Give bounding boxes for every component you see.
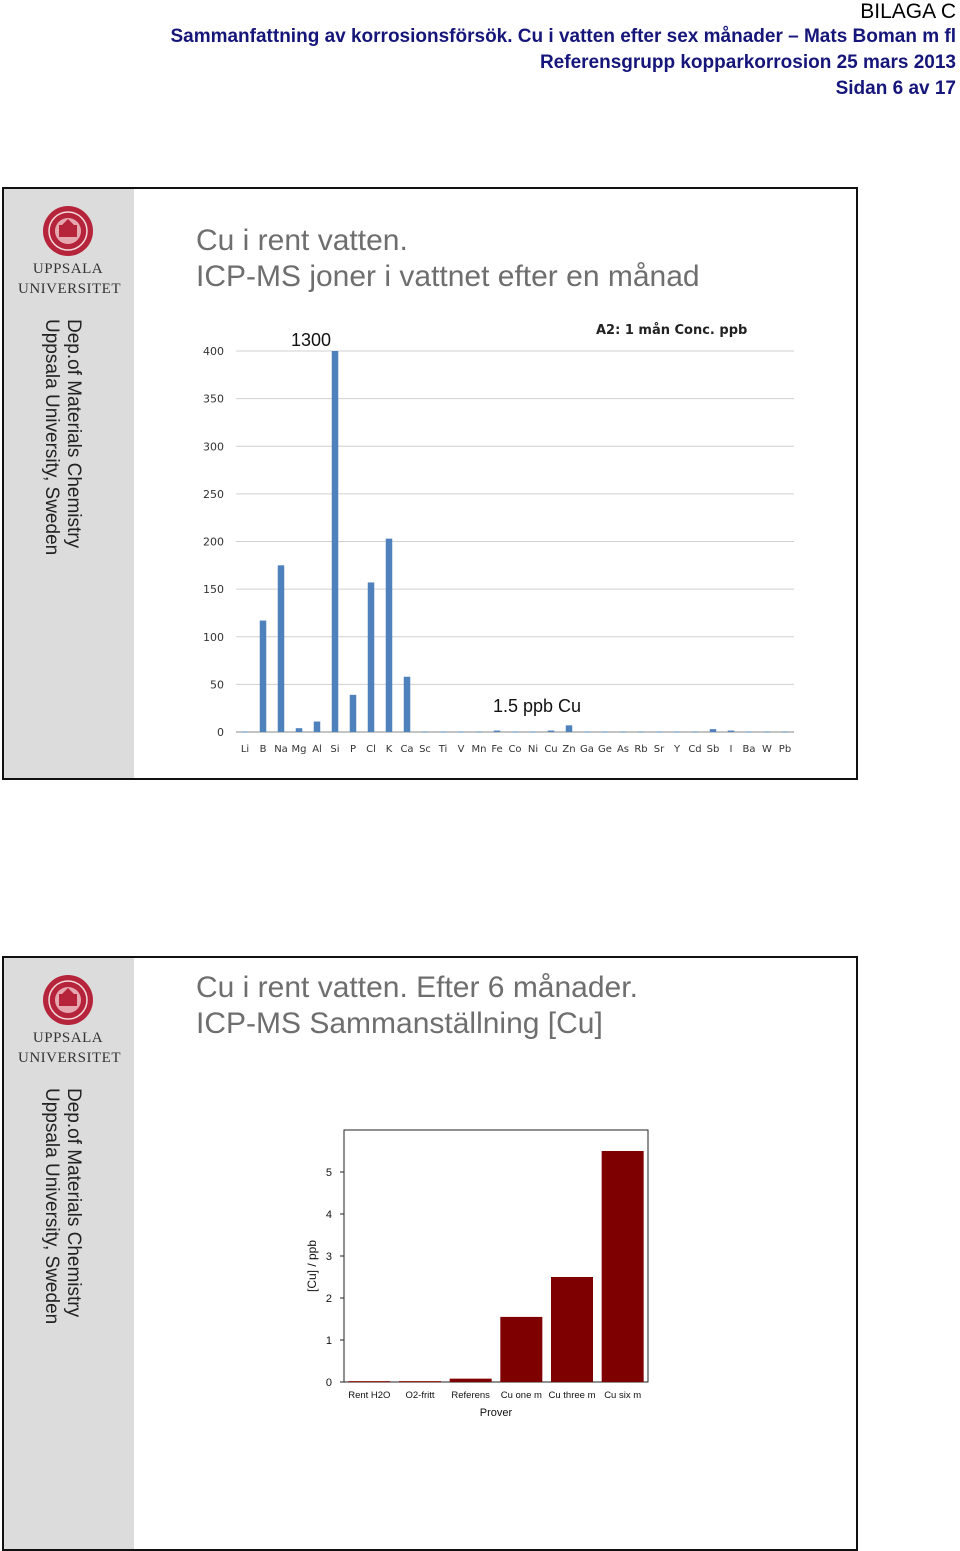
chart1-x-tick-label: Mn	[471, 744, 487, 755]
chart1-x-tick-label: Co	[508, 744, 522, 755]
university-seal-icon	[42, 205, 94, 257]
chart1-x-tick-label: Y	[673, 744, 681, 755]
chart1-y-tick-label: 50	[210, 678, 224, 692]
university-logo	[18, 974, 121, 1066]
slide1-title-line1: Cu i rent vatten.	[196, 224, 408, 257]
chart1-bar-y	[674, 732, 681, 733]
chart1-bar-cl	[368, 582, 375, 732]
chart1-bar-ba	[746, 732, 753, 733]
chart1-x-tick-label: Ti	[438, 744, 448, 755]
chart1-x-tick-label: W	[762, 744, 772, 755]
chart1-x-tick-label: Sb	[706, 744, 720, 755]
chart1-y-tick-label: 350	[203, 392, 224, 406]
chart1-bar-ni	[530, 732, 537, 733]
chart1-bar-na	[278, 565, 285, 732]
department-line2: Uppsala University, Sweden	[41, 319, 62, 556]
chart2-x-tick-label: Cu one m	[500, 1390, 542, 1401]
chart1-x-tick-label: Cu	[544, 744, 558, 755]
chart1-x-tick-label: Ba	[742, 744, 756, 755]
chart2-y-tick-label: 4	[325, 1209, 332, 1221]
chart1-x-tick-label: Rb	[634, 744, 648, 755]
si-value-annotation: 1300	[291, 330, 332, 350]
slide-sidebar	[4, 958, 134, 1549]
chart1-bar-ga	[584, 732, 591, 733]
reference-line: Referensgrupp kopparkorrosion 25 mars 2013	[539, 52, 956, 73]
chart1-x-tick-label: Ni	[527, 744, 539, 755]
chart1-bar-li	[242, 732, 249, 733]
chart1-x-tick-label: Si	[330, 744, 340, 755]
chart1-x-tick-label: Ge	[598, 744, 612, 755]
chart1-x-tick-label: Fe	[491, 744, 503, 755]
slide2-title-line1: Cu i rent vatten. Efter 6 månader.	[196, 971, 638, 1004]
department-label	[38, 319, 84, 579]
chart2-x-tick-label: Cu six m	[604, 1390, 642, 1401]
slide-sidebar	[4, 189, 134, 778]
chart1-y-tick-label: 400	[203, 345, 224, 358]
chart1-bar-sr	[656, 732, 663, 733]
chart1-bar-b	[260, 621, 267, 732]
chart1-x-tick-label: I	[729, 744, 733, 755]
chart2-bar-6	[602, 1151, 644, 1382]
chart2-y-tick-label: 0	[325, 1377, 332, 1389]
chart1-x-tick-label: Li	[240, 744, 250, 755]
chart2-bar-2	[399, 1381, 441, 1382]
chart1-x-tick-label: K	[385, 744, 393, 755]
chart2-x-tick-label: Cu three m	[548, 1390, 596, 1401]
chart1-bar-mn	[476, 732, 483, 733]
chart1-x-tick-label: Cl	[366, 744, 376, 755]
chart1-bar-rb	[638, 732, 645, 733]
chart2-y-tick-label: 3	[325, 1251, 332, 1263]
chart1-x-tick-label: P	[349, 744, 357, 755]
chart1-bar-p	[350, 695, 357, 732]
summary-line: Sammanfattning av korrosionsförsök. Cu i vatten efter sex månader – Mats Boman m fl	[170, 26, 956, 47]
chart2-x-tick-label: Rent H2O	[348, 1390, 391, 1401]
chart2-bar-5	[551, 1277, 593, 1382]
chart2-y-tick-label: 5	[325, 1167, 332, 1179]
chart2-bar-3	[450, 1379, 492, 1382]
university-name-line2: UNIVERSITET	[18, 1050, 121, 1066]
chart2-x-tick-label: Referens	[451, 1390, 490, 1401]
chart1-bar-sc	[422, 732, 429, 733]
chart1-bar-si	[332, 351, 339, 732]
chart1-bar-cd	[692, 732, 699, 733]
chart2-y-axis-label: [Cu] / ppb	[305, 1239, 319, 1293]
chart2-bar-1	[348, 1381, 390, 1382]
cu-value-annotation: 1.5 ppb Cu	[493, 696, 582, 716]
chart1-bar-fe	[494, 731, 501, 732]
chart1-bar-pb	[782, 732, 789, 733]
chart1-x-tick-label: V	[457, 744, 465, 755]
appendix-label: BILAGA C	[860, 0, 956, 23]
chart1-bar-al	[314, 722, 321, 732]
chart1-y-tick-label: 200	[203, 535, 224, 549]
chart1-bar-ca	[404, 677, 411, 732]
university-name-line1: UPPSALA	[32, 1030, 104, 1046]
chart1-bar-as	[620, 732, 627, 733]
chart1-bar-mg	[296, 728, 303, 732]
department-line1: Dep.of Materials Chemistry	[63, 1088, 84, 1318]
chart1-x-tick-label: Zn	[562, 744, 576, 755]
chart1-x-tick-label: Pb	[778, 744, 792, 755]
chart1-y-tick-label: 0	[217, 726, 224, 739]
chart1-bar-w	[764, 732, 771, 733]
slide-ion-overview	[2, 187, 858, 780]
slide-cu-summary	[2, 956, 858, 1551]
chart2-y-tick-label: 2	[325, 1293, 332, 1305]
chart1-bar-ge	[602, 732, 609, 733]
chart1-x-tick-label: Ca	[400, 744, 414, 755]
chart1-bar-i	[728, 731, 735, 732]
chart1-bar-co	[512, 732, 519, 733]
chart2-bar-4	[500, 1317, 542, 1382]
cu-summary-chart	[294, 1128, 674, 1428]
university-name-line1: UPPSALA	[32, 261, 104, 277]
chart1-bar-k	[386, 539, 393, 732]
chart1-y-tick-label: 300	[203, 440, 224, 454]
chart1-x-tick-label: Na	[274, 744, 288, 755]
slide2-title-line2: ICP-MS Sammanställning [Cu]	[196, 1007, 603, 1040]
chart1-x-tick-label: Ga	[580, 744, 594, 755]
chart1-y-tick-label: 250	[203, 487, 224, 501]
chart2-x-tick-label: O2-fritt	[405, 1390, 435, 1401]
slide1-title-line2: ICP-MS joner i vattnet efter en månad	[196, 260, 700, 293]
chart1-x-tick-label: Mg	[291, 744, 307, 755]
chart1-bar-ti	[440, 732, 447, 733]
department-line2: Uppsala University, Sweden	[41, 1088, 62, 1325]
chart1-bar-zn	[566, 725, 573, 732]
chart1-bar-sb	[710, 729, 717, 732]
university-name-line2: UNIVERSITET	[18, 281, 121, 297]
chart1-x-tick-label: Sc	[419, 744, 431, 755]
university-logo	[18, 205, 121, 297]
chart1-title: A2: 1 mån Conc. ppb	[596, 323, 748, 338]
chart1-x-tick-label: B	[259, 744, 267, 755]
chart2-y-tick-label: 1	[325, 1335, 332, 1347]
chart1-bar-cu	[548, 731, 555, 732]
chart1-x-tick-label: As	[616, 744, 630, 755]
department-line1: Dep.of Materials Chemistry	[63, 319, 84, 549]
ion-concentration-chart	[196, 309, 806, 759]
chart1-x-tick-label: Sr	[653, 744, 665, 755]
chart2-x-axis-label: Prover	[479, 1407, 513, 1419]
chart1-x-tick-label: Cd	[688, 744, 702, 755]
university-seal-icon	[42, 974, 94, 1026]
department-label	[38, 1088, 84, 1348]
chart1-y-tick-label: 150	[203, 583, 224, 597]
page-number: Sidan 6 av 17	[835, 78, 956, 99]
chart1-bar-v	[458, 732, 465, 733]
chart1-y-tick-label: 100	[203, 630, 224, 644]
chart1-x-tick-label: Al	[312, 744, 322, 755]
